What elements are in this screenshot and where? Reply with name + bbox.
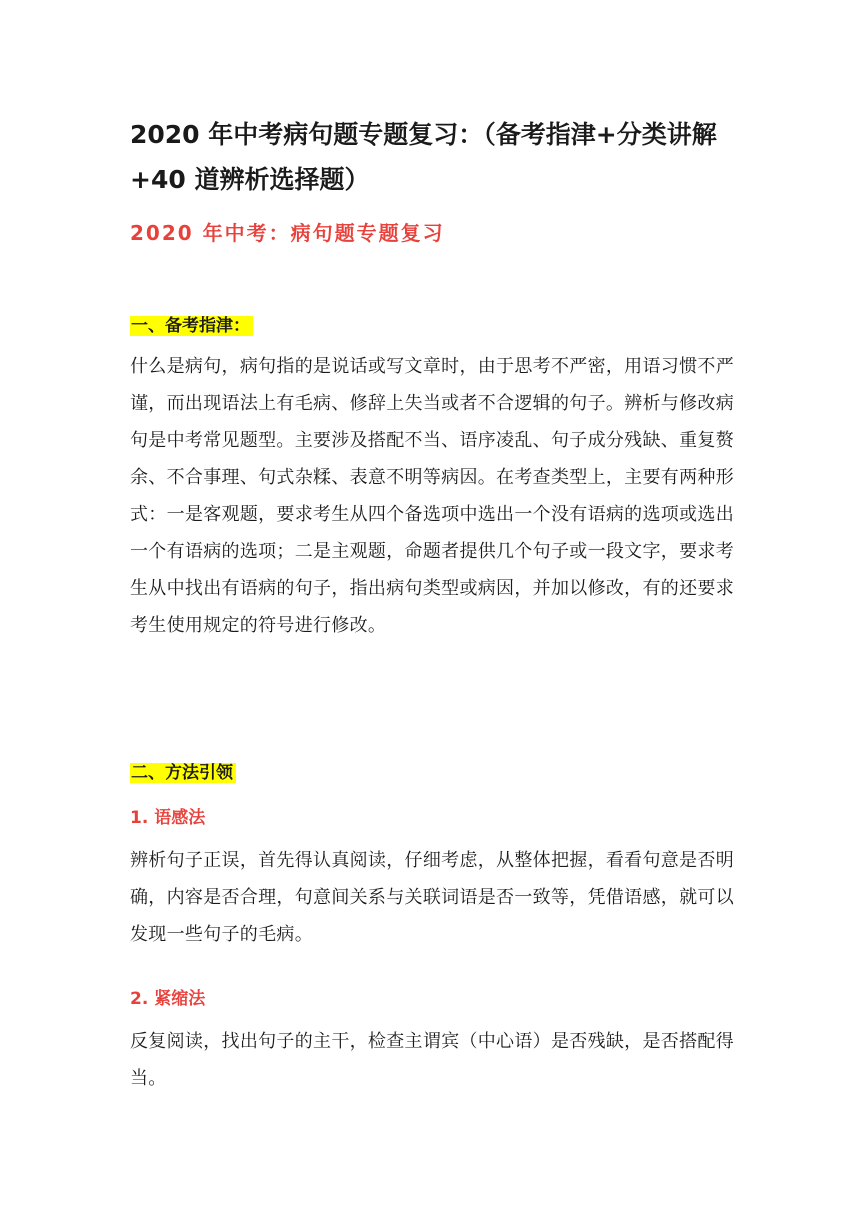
method-paragraph-condense: 反复阅读，找出句子的主干，检查主谓宾（中心语）是否残缺，是否搭配得当。 <box>130 1031 734 1089</box>
document-title: 2020 年中考病句题专题复习：（备考指津+分类讲解+40 道辨析选择题） <box>130 120 717 194</box>
method-heading-sense: 1. 语感法 <box>130 808 206 828</box>
guide-paragraph: 什么是病句，病句指的是说话或写文章时，由于思考不严密，用语习惯不严谨，而出现语法上有毛病、修辞上失当或者不合逻辑的句子。辨析与修改病句是中考常见题型。主要涉及搭配不当、语序凌乱、句子成分残缺、重复赘余、不合事理、句式杂糅、表意不明等病因。在考查类型上，主要有两种形式：一是客观题，要求考生从四个备选项中选出一个没有语病的选项或选出一个有语病的选项；二是主观题，命题者提供几个句子或一段文字，要求考生从中找出有语病的句子，指出病句类型或病因，并加以修改，有的还要求考生使用规定的符号进行修改。 <box>130 356 734 636</box>
section-heading-guide-text: 一、备考指津： <box>130 316 253 336</box>
method-paragraph-sense: 辨析句子正误，首先得认真阅读，仔细考虑，从整体把握，看看句意是否明确，内容是否合理，句意间关系与关联词语是否一致等，凭借语感，就可以发现一些句子的毛病。 <box>130 850 734 945</box>
section-heading-guide <box>130 313 253 339</box>
section-heading-methods <box>130 760 236 786</box>
method-heading-condense: 2. 紧缩法 <box>130 989 206 1009</box>
section-heading-methods-text: 二、方法引领 <box>130 763 236 783</box>
document-subtitle: 2020 年中考：病句题专题复习 <box>130 221 445 245</box>
